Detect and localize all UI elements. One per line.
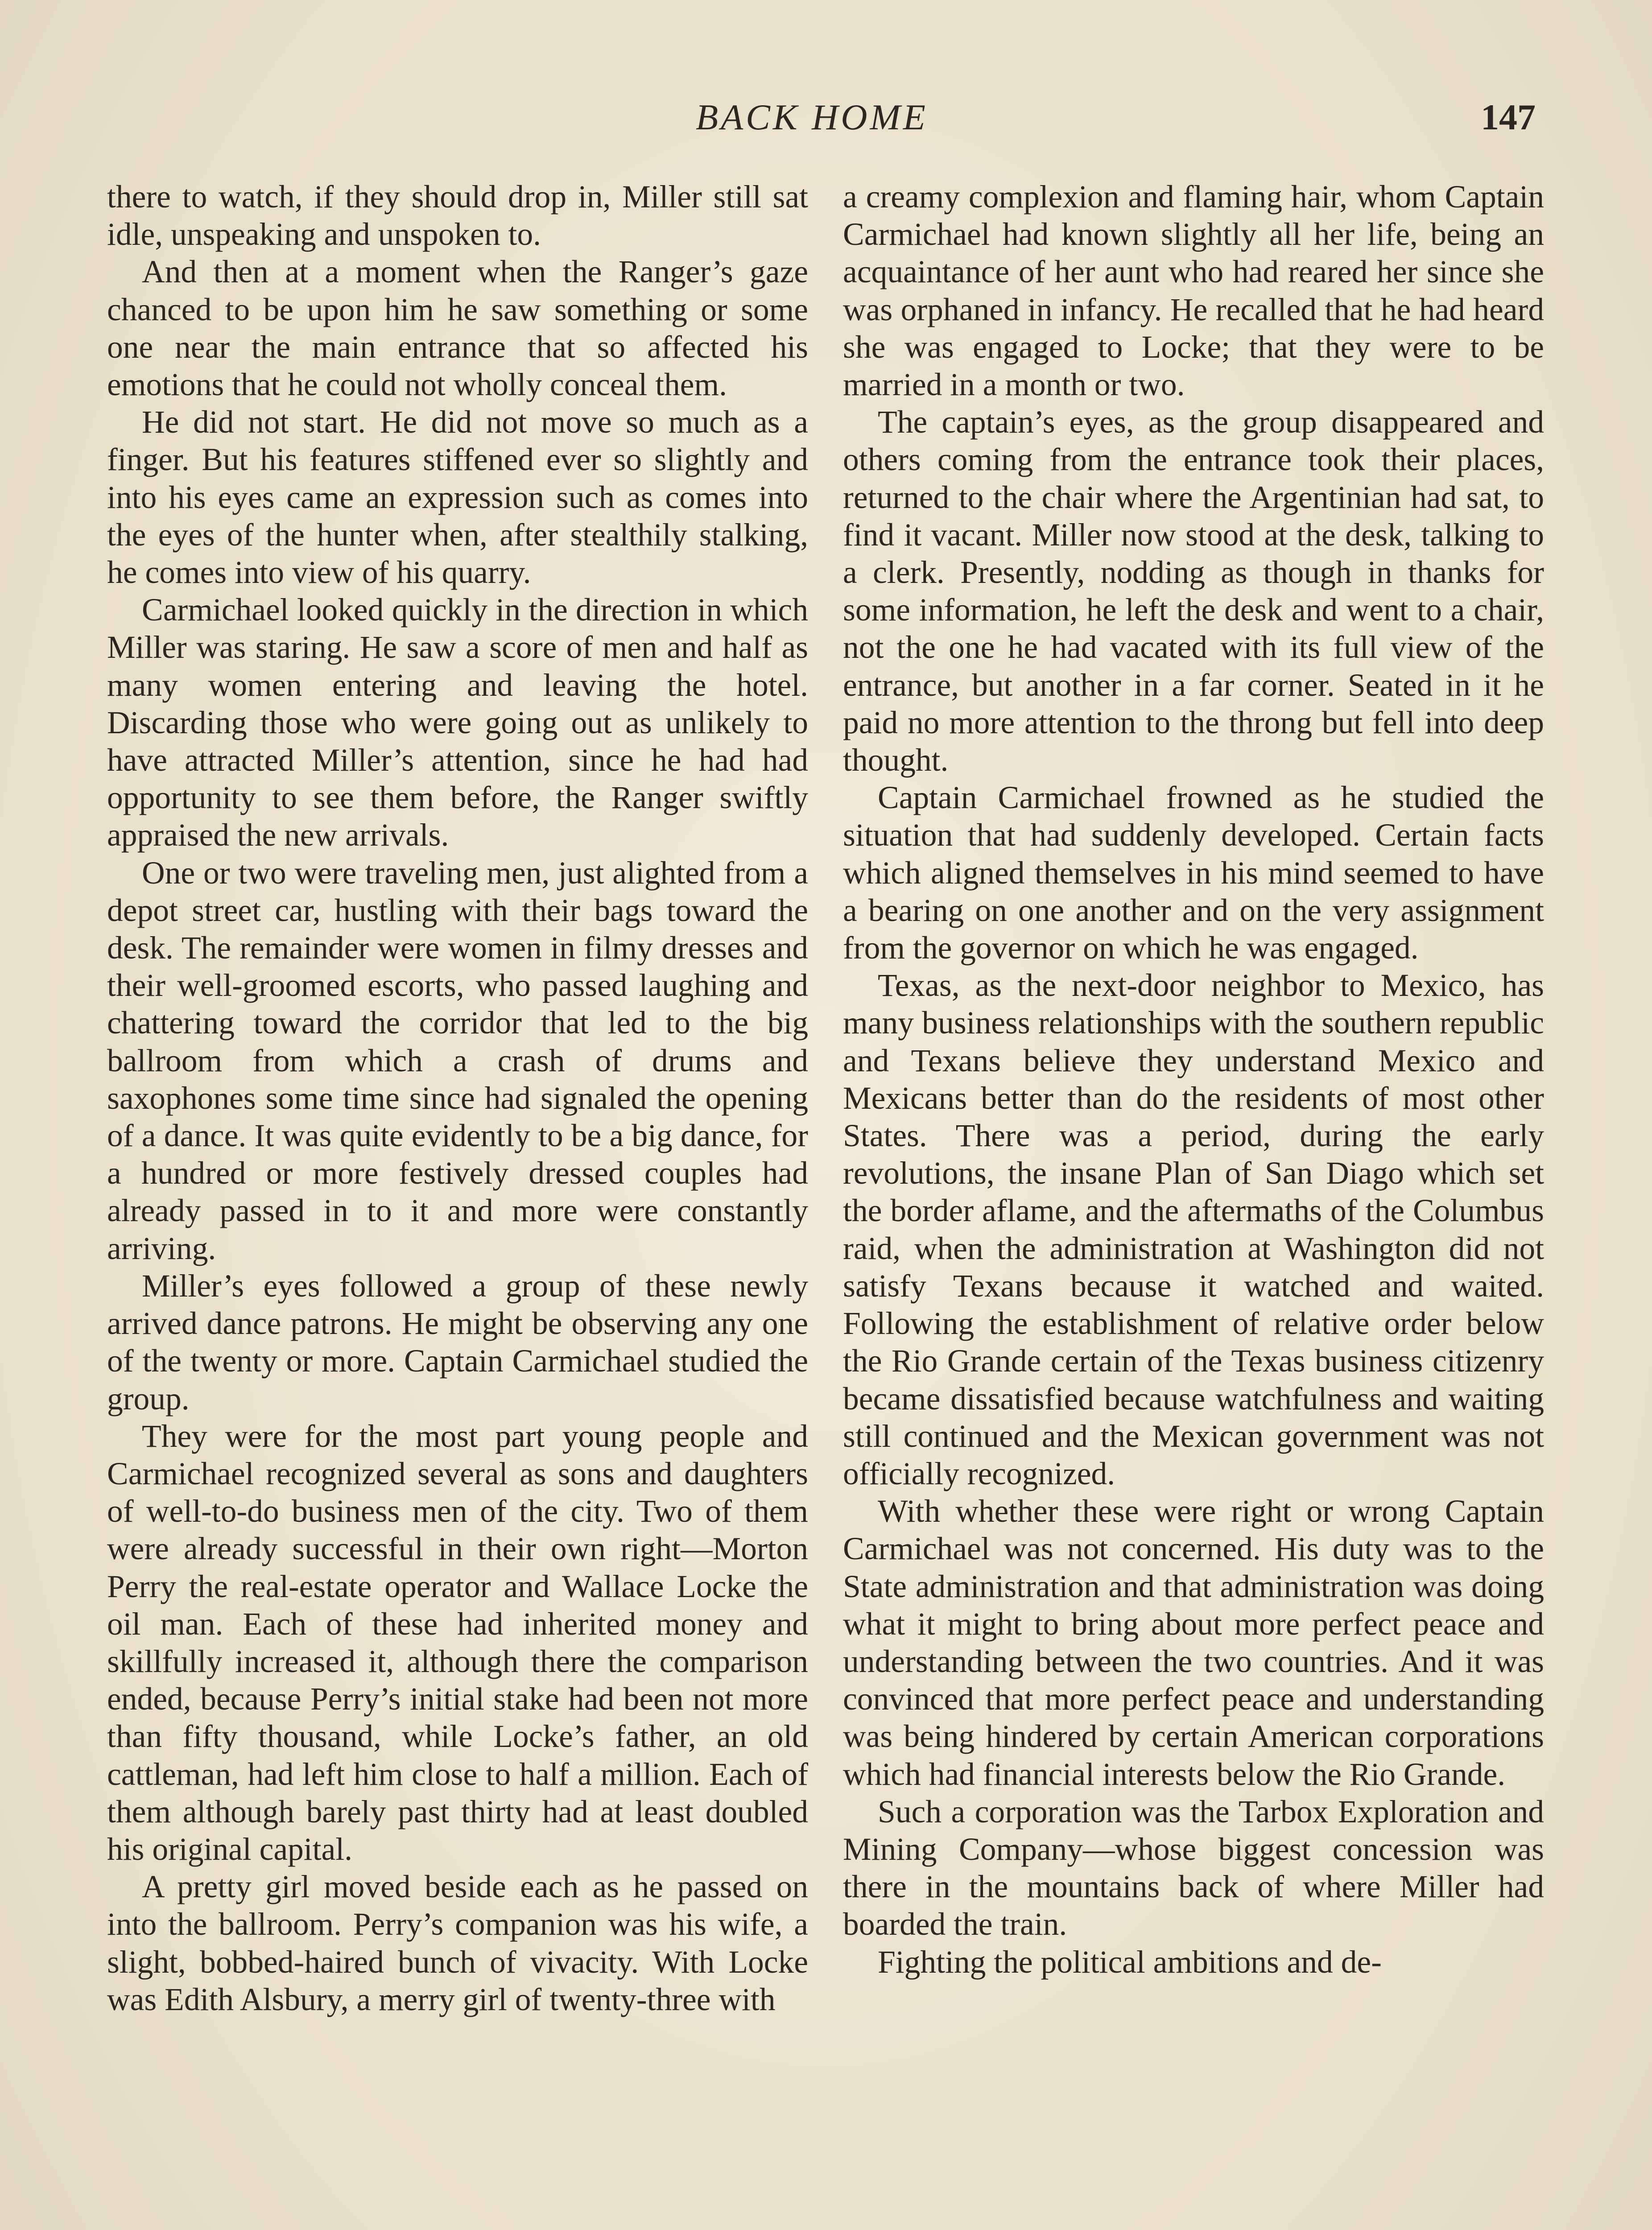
paragraph: He did not start. He did not move so much as a finger. But his features stiffened ever so slightly and into his eyes came an expression such as comes into the eyes of the hunter when, after stealthily stalking, he comes into view of his quarry.: [107, 405, 808, 591]
paragraph: Miller’s eyes followed a group of these newly arrived dance patrons. He might be observing any one of the twenty or more. Captain Carmichael studied the group.: [107, 1268, 808, 1416]
paragraph: A pretty girl moved beside each as he passed on into the ballroom. Perry’s companion was his wife, a slight, bobbed-haired bunch of vivacity. With Locke was Edith Alsbury, a merry girl of twenty-three with: [107, 1869, 808, 2017]
paragraph: The captain’s eyes, as the group disappeared and others coming from the entrance took their places, returned to the chair where the Argentinian had sat, to find it vacant. Miller now stood at the desk, talking to a clerk. Presently, nodding as though in thanks for some information, he left the desk and went to a chair, not the one he had vacated with its full view of the entrance, but another in a far corner. Seated in it he paid no more attention to the throng but fell into deep thought.: [843, 405, 1544, 778]
paragraph: They were for the most part young people and Carmichael recognized several as sons and daughters of well-to-do business men of the city. Two of them were already successful in their own right—Morton Perry the real-estate operator and Wallace Locke the oil man. Each of these had inherited money and skillfully increased it, although there the comparison ended, because Perry’s initial stake had been not more than fifty thousand, while Locke’s father, an old cattleman, had left him close to half a million. Each of them although barely past thirty had at least doubled his original capital.: [107, 1418, 808, 1867]
paragraph: Texas, as the next-door neighbor to Mexico, has many business relationships with the southern republic and Texans believe they understand Mexico and Mexicans better than do the residents of most other States. There was a period, during the early revolutions, the insane Plan of San Diago which set the border aflame, and the aftermaths of the Columbus raid, when the administration at Washington did not satisfy Texans because it watched and waited. Following the establishment of relative order below the Rio Grande certain of the Texas business citizenry became dissatisfied because watchfulness and waiting still continued and the Mexican government was not officially recognized.: [843, 968, 1544, 1491]
paragraph: And then at a moment when the Ranger’s gaze chanced to be upon him he saw something or some one near the main entrance that so affected his emotions that he could not wholly conceal them.: [107, 254, 808, 403]
paragraph: With whether these were right or wrong Captain Carmichael was not concerned. His duty was to the State administration and that administration was doing what it might to bring about more perfect peace and understanding between the two countries. And it was convinced that more perfect peace and understanding was being hindered by certain American corporations which had financial interests below the Rio Grande.: [843, 1494, 1544, 1792]
paragraph: Captain Carmichael frowned as he studied the situation that had suddenly developed. Certain facts which aligned themselves in his mind seemed to have a bearing on one another and on the very assignment from the governor on which he was engaged.: [843, 780, 1544, 966]
paragraph: Fighting the political ambitions and de-: [878, 1944, 1382, 1980]
paragraph: a creamy complexion and flaming hair, whom Captain Carmichael had known slightly all her life, being an acquaintance of her aunt who had reared her since she was orphaned in infancy. He recalled that he had heard she was engaged to Locke; that they were to be married in a month or two.: [843, 179, 1544, 403]
running-title: BACK HOME: [696, 97, 928, 137]
left-column: [107, 178, 808, 2019]
right-column: [843, 178, 1544, 1981]
paragraph: there to watch, if they should drop in, Miller still sat idle, unspeaking and unspoken to.: [107, 179, 808, 252]
paragraph: Such a corporation was the Tarbox Exploration and Mining Company—whose biggest concession was there in the mountains back of where Miller had boarded the train.: [843, 1794, 1544, 1942]
paragraph: One or two were traveling men, just alighted from a depot street car, hustling with their bags toward the desk. The remainder were women in filmy dresses and their well-groomed escorts, who passed laughing and chattering toward the corridor that led to the big ballroom from which a crash of drums and saxophones some time since had signaled the opening of a dance. It was quite evidently to be a big dance, for a hundred or more festively dressed couples had already passed in to it and more were constantly arriving.: [107, 855, 808, 1266]
paragraph: Carmichael looked quickly in the direction in which Miller was staring. He saw a score of men and half as many women entering and leaving the hotel. Discarding those who were going out as unlikely to have attracted Miller’s attention, since he had had opportunity to see them before, the Ranger swiftly appraised the new arrivals.: [107, 592, 808, 853]
page-header: [0, 96, 1652, 150]
page-number: 147: [1481, 97, 1536, 137]
